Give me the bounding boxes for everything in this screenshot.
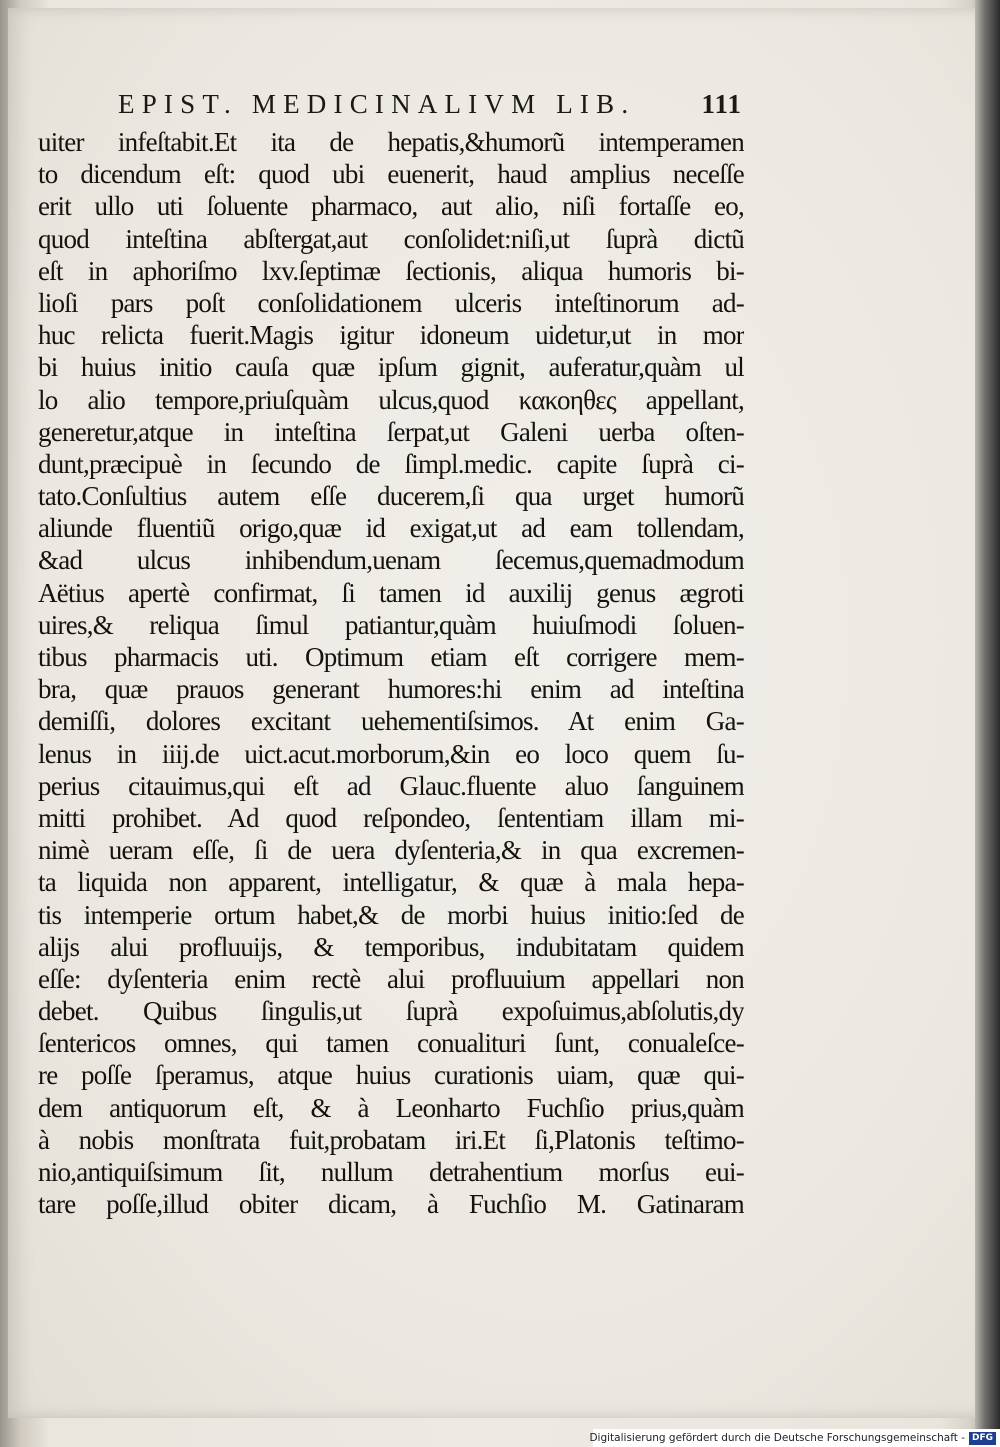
text-line: &ad ulcus inhibendum,uenam ſecemus,quemadmodum xyxy=(38,545,744,576)
text-line: demiſſi, dolores excitant uehementiſsimos. At enim Ga- xyxy=(38,706,744,737)
text-line: ſentericos omnes, qui tamen conualituri ſunt, conualeſce- xyxy=(38,1028,744,1059)
text-line: Aëtius apertè confirmat, ſi tamen id auxilij genus ægroti xyxy=(38,577,744,608)
running-head xyxy=(118,84,742,124)
text-line: lo alio tempore,priuſquàm ulcus,quod κακοηθες appellant, xyxy=(38,384,744,415)
text-line: to dicendum eſt: quod ubi euenerit, haud amplius neceſſe xyxy=(38,159,744,190)
text-line: bi huius initio cauſa quæ ipſum gignit, auferatur,quàm ul xyxy=(38,352,744,383)
text-line: lenus in iiij.de uict.acut.morborum,&in eo loco quem ſu- xyxy=(38,738,744,769)
text-line: perius citauimus,qui eſt ad Glauc.fluente aluo ſanguinem xyxy=(38,770,744,801)
dfg-logo-icon: DFG xyxy=(969,1432,996,1445)
text-line: aliunde fluentiũ origo,quæ id exigat,ut ad eam tollendam, xyxy=(38,513,744,544)
text-line: eſſe: dyſenteria enim rectè alui profluuium appellari non xyxy=(38,963,744,994)
text-line: tis intemperie ortum habet,& de morbi huius initio:ſed de xyxy=(38,899,744,930)
text-line: generetur,atque in inteſtina ſerpat,ut Galeni uerba oſten- xyxy=(38,416,744,447)
text-line: debet. Quibus ſingulis,ut ſuprà expoſuimus,abſolutis,dy xyxy=(38,996,744,1027)
text-line: quod inteſtina abſtergat,aut conſolidet:niſi,ut ſuprà dictũ xyxy=(38,223,744,254)
text-line: à nobis monſtrata fuit,probatam iri.Et ſi,Platonis teſtimo- xyxy=(38,1124,744,1155)
text-line: nimè ueram eſſe, ſi de uera dyſenteria,& in qua excremen- xyxy=(38,835,744,866)
text-line: uiter infeſtabit.Et ita de hepatis,&humorũ intemperamen xyxy=(38,127,744,157)
text-line: dem antiquorum eſt, & à Leonharto Fuchſio prius,quàm xyxy=(38,1092,744,1123)
text-line: tare poſſe,illud obiter dicam, à Fuchſio M. Gatinaram xyxy=(38,1189,744,1220)
text-line: ta liquida non apparent, intelligatur, & quæ à mala hepa- xyxy=(38,867,744,898)
text-line: tibus pharmacis uti. Optimum etiam eſt corrigere mem- xyxy=(38,642,744,672)
text-line: re poſſe ſperamus, atque huius curationis uiam, quæ qui- xyxy=(38,1060,744,1091)
text-line: tato.Conſultius autem eſſe ducerem,ſi qua urget humorũ xyxy=(38,481,744,512)
body-text xyxy=(38,126,744,1220)
text-line: bra, quæ prauos generant humores:hi enim ad inteſtina xyxy=(38,674,744,705)
running-head-title: EPIST. MEDICINALIVM LIB. xyxy=(118,88,636,119)
page-edge-shadow xyxy=(975,0,1000,1447)
digitization-footer xyxy=(589,1429,1000,1447)
text-line: alijs alui profluuijs, & temporibus, indubitatam quidem xyxy=(38,931,744,962)
text-line: nio,antiquiſsimum ſit, nullum detrahentium morſus eui- xyxy=(38,1157,744,1187)
text-line: eſt in aphoriſmo lxv.ſeptimæ ſectionis, aliqua humoris bi- xyxy=(38,255,744,286)
text-line: erit ullo uti ſoluente pharmaco, aut alio, niſi fortaſſe eo, xyxy=(38,191,744,222)
text-line: lioſi pars poſt conſolidationem ulceris inteſtinorum ad- xyxy=(38,287,744,318)
text-line: mitti prohibet. Ad quod reſpondeo, ſententiam illam mi- xyxy=(38,802,744,833)
footer-credit-text: Digitalisierung gefördert durch die Deutsche Forschungsgemeinschaft - xyxy=(589,1432,965,1444)
folio-number: 111 xyxy=(701,88,742,119)
text-line: uires,& reliqua ſimul patiantur,quàm huiuſmodi ſoluen- xyxy=(38,609,744,640)
text-line: huc relicta fuerit.Magis igitur idoneum uidetur,ut in mor xyxy=(38,320,744,351)
text-line: dunt,præcipuè in ſecundo de ſimpl.medic. capite ſuprà ci- xyxy=(38,448,744,479)
